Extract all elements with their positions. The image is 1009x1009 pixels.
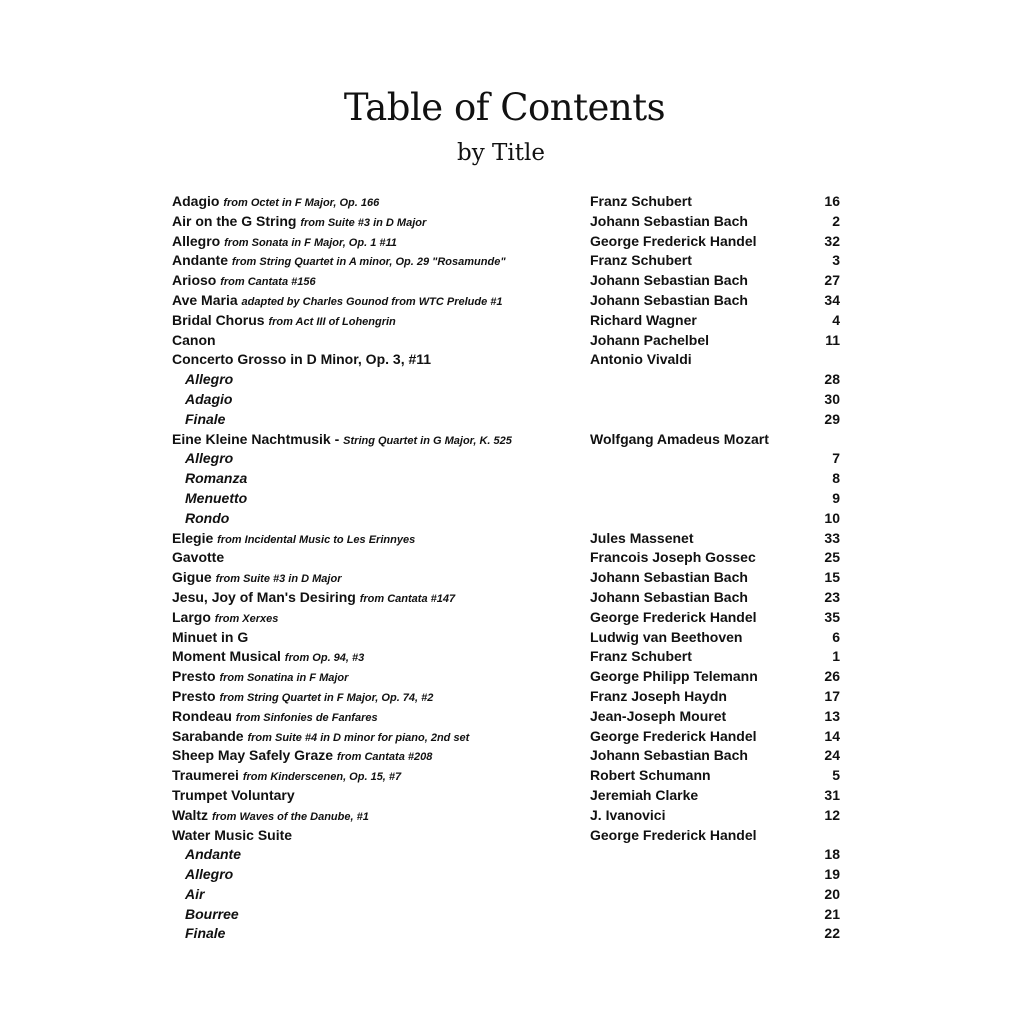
page-number: 23 (824, 588, 840, 605)
toc-title-cell (185, 905, 239, 925)
page-number: 8 (832, 470, 840, 487)
page-number: 4 (832, 311, 840, 328)
toc-title-cell (185, 845, 241, 865)
piece-title: Air on the G String (172, 212, 297, 229)
composer-name: Johann Sebastian Bach (590, 212, 748, 229)
toc-row (0, 568, 1009, 588)
composer-name: Francois Joseph Gossec (590, 549, 756, 566)
composer-name: Johann Sebastian Bach (590, 291, 748, 308)
piece-title: Bridal Chorus (172, 311, 265, 328)
page-number: 5 (832, 767, 840, 784)
piece-source: String Quartet in G Major, K. 525 (343, 434, 512, 447)
composer-name: Franz Schubert (590, 252, 692, 269)
toc-title-cell (185, 449, 233, 469)
piece-source: from Act III of Lohengrin (268, 315, 396, 328)
toc-movement-row (0, 885, 1009, 905)
page-number: 11 (825, 331, 840, 348)
toc-row (0, 826, 1009, 846)
page-number: 16 (824, 193, 840, 209)
toc-movement-row (0, 410, 1009, 430)
page-number: 27 (824, 272, 840, 289)
page-number: 35 (824, 608, 840, 625)
toc-row (0, 331, 1009, 351)
piece-title: Ave Maria (172, 291, 238, 308)
toc-title-cell (172, 826, 292, 846)
piece-title: Presto (172, 668, 216, 685)
toc-title-cell (185, 885, 204, 905)
piece-source: adapted by Charles Gounod from WTC Prelude #1 (241, 295, 503, 308)
piece-title: Sheep May Safely Graze (172, 747, 334, 764)
composer-name: George Frederick Handel (590, 727, 757, 744)
toc-title-cell (185, 924, 225, 944)
piece-source: from Suite #4 in D minor for piano, 2nd set (247, 731, 470, 744)
toc-title-cell (185, 489, 247, 509)
toc-row (0, 727, 1009, 747)
toc-title-cell (172, 786, 295, 806)
toc-title-cell (172, 687, 433, 709)
toc-movement-row (0, 469, 1009, 489)
piece-source: from Kinderscenen, Op. 15, #7 (242, 771, 402, 784)
toc-row (0, 707, 1009, 727)
piece-source: from Octet in F Major, Op. 166 (223, 197, 380, 209)
toc-movement-row (0, 370, 1009, 390)
movement-title: Rondo (185, 509, 230, 526)
composer-name: Ludwig van Beethoven (590, 628, 743, 645)
toc-row (0, 350, 1009, 370)
page-number: 7 (832, 450, 840, 467)
toc-row (0, 430, 1009, 450)
piece-source: from Xerxes (214, 612, 279, 625)
page-number: 28 (824, 371, 840, 388)
piece-title: Traumerei (172, 767, 239, 784)
toc-movement-row (0, 924, 1009, 944)
toc-row (0, 786, 1009, 806)
toc-title-cell (172, 212, 426, 234)
toc-row (0, 647, 1009, 667)
page-number: 33 (824, 529, 840, 546)
composer-name: Franz Joseph Haydn (590, 687, 727, 704)
page-number: 20 (824, 885, 840, 902)
toc-row (0, 192, 1009, 212)
piece-source: from Sonata in F Major, Op. 1 #11 (224, 236, 397, 249)
toc-movement-row (0, 509, 1009, 529)
composer-name: George Frederick Handel (590, 826, 757, 843)
toc-title-cell (172, 806, 369, 828)
composer-name: Jean-Joseph Mouret (590, 707, 727, 724)
toc-title-cell (172, 311, 396, 333)
piece-source: from Cantata #208 (336, 751, 433, 764)
piece-title: Eine Kleine Nachtmusik (172, 430, 331, 447)
movement-title: Allegro (185, 450, 234, 467)
toc-row (0, 529, 1009, 549)
piece-title: Arioso (172, 272, 217, 289)
page-number: 15 (824, 569, 840, 586)
piece-source: from Suite #3 in D Major (215, 573, 342, 586)
toc-row (0, 271, 1009, 291)
page-number: 17 (824, 687, 840, 704)
toc-title-cell (185, 370, 233, 390)
movement-title: Menuetto (185, 489, 248, 506)
page-number: 1 (832, 648, 840, 665)
toc-movement-row (0, 390, 1009, 410)
toc-title-cell (172, 430, 512, 452)
page-number: 3 (832, 252, 840, 269)
page-title: Table of Contents (343, 86, 666, 129)
page-number: 34 (824, 291, 840, 308)
piece-source: from Incidental Music to Les Erinnyes (217, 533, 416, 546)
toc-row (0, 687, 1009, 707)
page-number: 6 (832, 628, 840, 645)
composer-name: Robert Schumann (590, 767, 711, 784)
toc-row (0, 806, 1009, 826)
toc-title-cell (172, 746, 432, 768)
piece-source: from String Quartet in A minor, Op. 29 "Rosamunde" (231, 256, 506, 269)
toc-row (0, 588, 1009, 608)
piece-title: Trumpet Voluntary (172, 786, 295, 803)
toc-row (0, 746, 1009, 766)
page-number: 24 (824, 747, 840, 764)
composer-name: Franz Schubert (590, 648, 692, 665)
composer-name: Richard Wagner (590, 311, 697, 328)
composer-name: Franz Schubert (590, 193, 692, 209)
piece-source: from Suite #3 in D Major (300, 216, 427, 229)
page-number: 14 (824, 727, 840, 744)
composer-name: Johann Sebastian Bach (590, 747, 748, 764)
toc-row (0, 232, 1009, 252)
toc-title-cell (172, 271, 316, 293)
piece-title: Minuet in G (172, 628, 249, 645)
toc-movement-row (0, 845, 1009, 865)
toc-title-cell (172, 251, 506, 273)
toc-title-cell (185, 410, 225, 430)
toc-title-cell (185, 865, 233, 885)
piece-source: from Op. 94, #3 (284, 652, 365, 665)
composer-name: Johann Sebastian Bach (590, 569, 748, 586)
page-number: 25 (824, 549, 840, 566)
piece-title: Gigue (172, 569, 212, 586)
page-number: 9 (832, 489, 840, 506)
page-number: 30 (824, 390, 840, 407)
toc-row (0, 548, 1009, 568)
composer-name: George Philipp Telemann (590, 668, 758, 685)
composer-name: J. Ivanovici (590, 806, 666, 823)
toc-row (0, 251, 1009, 271)
page-number: 22 (824, 925, 840, 942)
piece-title: Adagio (172, 193, 220, 209)
piece-title: Concerto Grosso in D Minor, Op. 3, #11 (172, 351, 432, 368)
title-separator: - (330, 430, 344, 447)
page-number: 19 (824, 866, 840, 883)
toc-title-cell (172, 588, 455, 610)
page-number: 13 (824, 707, 840, 724)
toc-row (0, 311, 1009, 331)
page-number: 26 (824, 668, 840, 685)
movement-title: Andante (185, 846, 241, 863)
toc-title-cell (172, 350, 431, 370)
piece-title: Andante (172, 252, 228, 269)
page-number: 31 (824, 786, 840, 803)
toc-title-cell (172, 727, 469, 749)
toc-title-cell (172, 192, 379, 214)
toc-row (0, 608, 1009, 628)
composer-name: George Frederick Handel (590, 232, 757, 249)
toc-row (0, 667, 1009, 687)
piece-source: from Waves of the Danube, #1 (211, 810, 369, 823)
toc-title-cell (172, 548, 224, 568)
toc-title-cell (172, 707, 378, 729)
piece-title: Presto (172, 687, 216, 704)
piece-title: Largo (172, 608, 211, 625)
movement-title: Romanza (185, 470, 248, 487)
piece-title: Sarabande (172, 727, 244, 744)
page-number: 32 (824, 232, 840, 249)
toc-movement-row (0, 489, 1009, 509)
piece-source: from Cantata #147 (359, 592, 456, 605)
toc-movement-row (0, 865, 1009, 885)
toc-list (0, 192, 1009, 944)
page-number: 21 (824, 905, 840, 922)
piece-title: Moment Musical (172, 648, 281, 665)
page-number: 12 (824, 806, 840, 823)
toc-title-cell (172, 667, 348, 689)
movement-title: Adagio (185, 390, 233, 407)
composer-name: Jules Massenet (590, 529, 694, 546)
toc-title-cell (172, 529, 415, 551)
piece-title: Rondeau (172, 707, 232, 724)
movement-title: Air (185, 885, 205, 902)
toc-title-cell (172, 331, 216, 351)
piece-title: Jesu, Joy of Man's Desiring (172, 588, 356, 605)
toc-title-cell (172, 608, 278, 630)
piece-title: Canon (172, 331, 216, 348)
toc-title-cell (172, 232, 397, 254)
toc-row (0, 291, 1009, 311)
piece-source: from String Quartet in F Major, Op. 74, #2 (219, 691, 434, 704)
composer-name: Johann Pachelbel (590, 331, 710, 348)
piece-title: Waltz (172, 806, 209, 823)
piece-source: from Sonatina in F Major (219, 672, 349, 685)
movement-title: Allegro (185, 371, 234, 388)
piece-source: from Cantata #156 (220, 276, 316, 289)
toc-movement-row (0, 905, 1009, 925)
page-subtitle: by Title (457, 140, 545, 166)
composer-name: Johann Sebastian Bach (590, 272, 748, 289)
page-number: 2 (832, 212, 840, 229)
movement-title: Allegro (185, 866, 234, 883)
toc-movement-row (0, 449, 1009, 469)
piece-source: from Sinfonies de Fanfares (235, 711, 378, 724)
toc-title-cell (172, 291, 503, 313)
movement-title: Finale (185, 410, 226, 427)
page-number: 18 (824, 846, 840, 863)
composer-name: Antonio Vivaldi (590, 351, 692, 368)
toc-row (0, 628, 1009, 648)
movement-title: Finale (185, 925, 226, 942)
piece-title: Water Music Suite (172, 826, 293, 843)
composer-name: Jeremiah Clarke (590, 786, 699, 803)
toc-title-cell (172, 647, 364, 669)
toc-title-cell (185, 509, 229, 529)
piece-title: Allegro (172, 232, 221, 249)
composer-name: Johann Sebastian Bach (590, 588, 748, 605)
toc-row (0, 212, 1009, 232)
toc-title-cell (185, 469, 247, 489)
toc-title-cell (172, 628, 248, 648)
piece-title: Elegie (172, 529, 214, 546)
toc-title-cell (172, 568, 341, 590)
movement-title: Bourree (185, 905, 239, 922)
toc-title-cell (185, 390, 232, 410)
page-number: 29 (824, 410, 840, 427)
composer-name: George Frederick Handel (590, 608, 757, 625)
composer-name: Wolfgang Amadeus Mozart (590, 430, 769, 447)
toc-row (0, 766, 1009, 786)
toc-title-cell (172, 766, 401, 788)
piece-title: Gavotte (172, 549, 225, 566)
page-number: 10 (824, 509, 840, 526)
